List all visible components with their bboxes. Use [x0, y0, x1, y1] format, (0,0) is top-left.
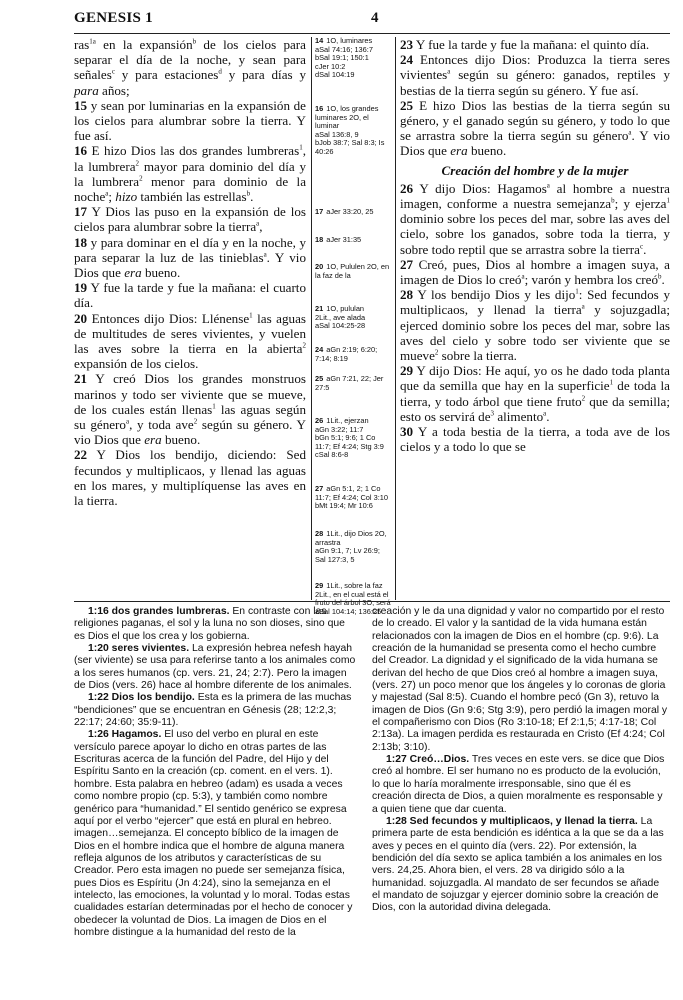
verse-text: sobre la tierra.: [438, 348, 517, 364]
verse: [74, 204, 306, 234]
cross-reference-line: 1Lit., sobre la faz 2Lit., en el cual está el fruto del árbol 3O, será: [315, 581, 391, 608]
verse-text: expansión de los cielos.: [74, 356, 199, 372]
study-note-text: En contraste con las religiones paganas, el sol y la luna no son dioses, sino que es Dios el que los crea y los gobierna.: [74, 606, 345, 642]
footnote-marker: b: [658, 272, 662, 281]
footnote-marker: b: [611, 196, 615, 205]
study-note-heading: 1:27 Creó…Dios.: [386, 754, 470, 766]
cross-reference: [315, 263, 392, 280]
cross-reference-line: aGn 5:1, 2; 1 Co 11:7; Ef 4:24; Col 3:10 bMt 19:4; Mr 10:6: [315, 484, 388, 511]
cross-reference-verse: 25: [315, 374, 324, 383]
footnote-marker: a: [125, 417, 130, 426]
verse: [400, 181, 670, 257]
cross-reference-column: [315, 36, 392, 616]
study-note-heading: 1:20 seres vivientes.: [88, 643, 190, 655]
verse-text: .: [250, 189, 254, 205]
verse-number: 30: [400, 424, 414, 440]
cross-reference-line: bGn 5:1; 9:6; 1 Co 11:7; Ef 4:24; Stg 3:9 cSal 8:6-8: [315, 433, 384, 460]
cross-reference-verse: 21: [315, 304, 324, 313]
footnote-marker: 1: [212, 402, 216, 411]
verse-number: 23: [400, 37, 414, 52]
cross-reference: [315, 305, 392, 331]
study-note: [372, 754, 670, 816]
verse-text: y sean por luminarias en la expansión de los cielos para alumbrar sobre la tierra. Y fue así.: [74, 97, 306, 144]
column-divider-left: [311, 37, 312, 600]
footnote-marker: 2: [139, 174, 143, 183]
verse-text: las aguas según su género: [74, 401, 306, 433]
cross-reference: [315, 346, 392, 363]
footnote-marker: a: [546, 181, 550, 190]
scripture-column-left: [74, 37, 306, 508]
footnote-marker: 1a: [89, 37, 96, 46]
cross-reference-line: 1O, Pululen 2O, en la faz de la: [315, 262, 390, 280]
verse-text: Entonces dijo Dios: Llénense: [87, 310, 250, 326]
study-note: [74, 643, 358, 692]
verse-text: que da semilla; esto os servirá de: [400, 393, 670, 424]
verse: [74, 447, 306, 508]
column-divider-right: [395, 37, 396, 600]
verse-text: Entonces dijo Dios: Produzca la tierra seres vivientes: [400, 52, 670, 83]
notes-rule: [74, 601, 670, 602]
verse-text: mayor para dominio del día y la lumbrera: [74, 158, 306, 189]
cross-reference-line: 1Lit., dijo Dios 2O, arrastra: [315, 529, 387, 547]
cross-reference: [315, 236, 392, 245]
verse-text: , y toda ave: [129, 417, 194, 433]
verse: [400, 287, 670, 363]
footnote-marker: d: [218, 68, 222, 77]
verse-text: bueno.: [141, 265, 181, 281]
study-note-heading: 1:16 dos grandes lumbreras.: [88, 606, 230, 617]
footnote-marker: 2: [302, 341, 306, 350]
verse-text: Y a toda bestia de la tierra, a toda ave de los cielos y a todo lo que se: [400, 424, 670, 455]
footnote-marker: 1: [575, 287, 579, 296]
verse-text: . Y vio Dios que: [400, 128, 670, 159]
footnote-marker: 1: [666, 196, 670, 205]
cross-reference-line: bJob 38:7; Sal 8:3; Is 40:26: [315, 138, 385, 156]
verse-number: 21: [74, 371, 88, 387]
verse-text: las aguas de multitudes de seres vivientes, y vuelen las aves sobre la tierra en la abierta: [74, 310, 306, 357]
cross-reference-line: aSal 104:25-28: [315, 321, 366, 331]
study-note: [74, 606, 358, 643]
verse-text: Y dijo Dios: He aquí, yo os he dado toda planta que da semilla que hay en la superficie: [400, 363, 670, 394]
verse-text: y sojuzgadla; ejerced dominio sobre los peces del mar, sobre las aves del cielo y sobre todo ser viviente que se mueve: [400, 302, 670, 364]
cross-reference-line: 1O, los grandes luminares 2O, el luminar: [315, 104, 379, 131]
verse-text: Y fue la tarde y fue la mañana: el cuarto día.: [74, 280, 306, 311]
verse-number: 28: [400, 287, 414, 303]
verse-text: , la lumbrera: [74, 143, 306, 174]
cross-reference-verse: 17: [315, 207, 324, 216]
verse: [74, 143, 306, 204]
verse: [400, 424, 670, 454]
verse-number: 15: [74, 97, 88, 113]
cross-reference-verse: 20: [315, 262, 324, 271]
cross-reference-line: 1Lit., ejerzan: [326, 416, 369, 425]
verse-text: ras: [74, 37, 90, 52]
verse-number: 20: [74, 310, 88, 326]
study-note-text: creación y le da una dignidad y valor no compartido por el resto de lo creado. El valor y la santidad de la vida humana están relacionados con la imagen de Dios en el hombre (cp. 9:6). La creación de la humanidad se presenta como el hecho cumbre del Creador. La dignidad y el significado de la vida humana se derivan del hecho de que Dios creó al hombre a imagen suya, (vers. 27) un poco menor que los ángeles y lo coronas de gloria y majestad (Sal 8:5). Cuando el hombre pecó (Gn 3), retuvo la imagen de Dios (Gn 9:6; Stg 3:9), pero perdió la imagen moral y el compañerismo con Dios (Ro 3:10-18; Ef 2:1,5; 4:17-18; Col 2:13a). La imagen perdida es restaurada en Cristo (Ef 4:24; Col 2:13b; 3:10).: [372, 606, 668, 753]
verse: [400, 37, 670, 52]
cross-reference: [315, 417, 392, 460]
study-note-text: El uso del verbo en plural en este versículo parece apoyar lo dicho en otras partes de las Escrituras acerca de la función del Padre, del Hijo y del Espíritu Santo en la creación (cp. coment. en el vers. 1). hombre. Esta palabra en hebreo (adam) es usada a veces como nombre propio (cp. 5:3), y también como nombre genérico para “humanidad.” El sentido genérico se expresa aquí por el verbo “ejercer” que está en plural en hebreo. imagen…semejanza. El concepto bíblico de la imagen de Dios en el hombre indica que el hombre de alguna manera refleja algunos de los atributos y características de su Creador. Pero esta imagen no puede ser semejanza física, pues Dios es Espíritu (Jn 4:24), sino la semejanza en el intelecto, las emociones, la voluntad y lo moral. Todas estas cualidades estarían determinadas por el hecho de conocer y obedecer la voluntad de Dios. La imagen de Dios en el hombre distingue a la humanidad del resto de la: [74, 729, 353, 938]
verse: [400, 257, 670, 287]
verse-number: 16: [74, 143, 88, 159]
footnote-marker: a: [521, 272, 525, 281]
cross-reference-verse: 14: [315, 36, 324, 45]
footnote-marker: 2: [434, 348, 439, 357]
verse-text: E hizo Dios las bestias de la tierra según su género, y el ganado según su género, y todo lo que se arrastra sobre la tierra según su género: [400, 97, 670, 144]
verse-text: ; y ejerza: [614, 196, 667, 212]
verse: [74, 371, 306, 447]
verse-number: 18: [74, 234, 88, 250]
verse-text: .: [643, 241, 647, 257]
verse-number: 22: [74, 447, 88, 463]
cross-reference: [315, 208, 392, 217]
footnote-marker: 1: [609, 379, 614, 388]
study-note-text: Tres veces en este vers. se dice que Dios creó al hombre. El ser humano no es producto de la evolución, lo que lo haría moralmente irresponsable, sino que él es creación directa de Dios, a quien moralmente es responsable y a quien tiene que dar cuenta.: [372, 754, 665, 815]
verse-text: Y Dios los bendijo, diciendo: Sed fecundos y multiplicaos, y llenad las aguas en los mares, y multiplíquense las aves en la tierra.: [74, 447, 306, 509]
verse: [400, 98, 670, 159]
cross-reference: [315, 105, 392, 157]
cross-reference-verse: 24: [315, 345, 324, 354]
cross-reference-verse: 27: [315, 484, 324, 493]
cross-reference-verse: 16: [315, 104, 324, 113]
cross-reference-line: bSal 19:1; 150:1: [315, 53, 369, 63]
footnote-marker: a: [543, 409, 547, 418]
cross-reference-line: aGn 7:21, 22; Jer 27:5: [315, 374, 384, 392]
footnote-marker: 3: [490, 409, 495, 418]
footnote-marker: 1: [249, 311, 253, 320]
section-heading: Creación del hombre y de la mujer: [441, 162, 629, 178]
footnote-marker: b: [192, 37, 197, 46]
verse-text: y para dominar en el día y en la noche, y para separar la luz de las tinieblas: [74, 234, 306, 265]
cross-reference-verse: 18: [315, 235, 324, 244]
cross-reference-line: aGn 3:22; 11:7: [315, 424, 364, 434]
verse-text: dominio sobre los peces del mar, sobre las aves del cielo, sobre los ganados, sobre toda la tierra, y sobre todo reptil que se arrastra sobre la tierra: [400, 211, 670, 257]
scripture-column-right: [400, 37, 670, 454]
verse: [400, 52, 670, 98]
verse-text: de toda la tierra, y todo árbol que tiene fruto: [400, 378, 670, 409]
verse-number: 19: [74, 280, 88, 296]
header-rule: [74, 33, 670, 34]
verse-text: en la expansión: [95, 37, 193, 52]
study-note: [74, 729, 358, 939]
study-note-text: Esta es la primera de las muchas “bendiciones” que se encuentran en Génesis (28; 12:2,3; 22:17; 24:60; 35:9-11).: [74, 692, 352, 729]
study-note-heading: 1:28 Sed fecundos y multiplicaos, y llenad la tierra.: [386, 815, 638, 827]
book-title: GENESIS 1: [74, 10, 153, 26]
cross-reference-line: aJer 33:20, 25: [326, 207, 374, 216]
verse-text: según su género: ganados, reptiles y bestias de la tierra según su género. Y fue así.: [400, 67, 670, 98]
italic-word: hizo: [115, 189, 138, 205]
study-note: [74, 692, 358, 729]
cross-reference-line: 1O, luminares: [326, 36, 373, 45]
verse-text: de los cielos para separar el día de la noche, y sean para señales: [74, 37, 306, 83]
italic-word: era: [144, 432, 162, 448]
footnote-marker: b: [246, 189, 251, 198]
italic-word: era: [124, 265, 142, 281]
footnote-marker: 2: [135, 159, 140, 168]
verse-text: E hizo Dios las dos grandes lumbreras: [87, 143, 300, 159]
verse-text: años;: [98, 82, 130, 98]
footnote-marker: 2: [193, 417, 198, 426]
cross-reference-line: aSal 74:16; 136:7: [315, 44, 373, 54]
verse-text: bueno.: [161, 432, 201, 448]
italic-word: para: [74, 82, 99, 98]
verse: [74, 311, 306, 372]
footnote-marker: 1: [299, 144, 303, 153]
study-notes-right: [372, 606, 670, 915]
verse-text: ; varón y hembra los creó: [524, 272, 658, 288]
verse-text: . Y vio Dios que: [74, 249, 306, 281]
verse-number: 24: [400, 52, 414, 68]
study-note-heading: 1:22 Dios los bendijo.: [88, 692, 195, 704]
study-note-heading: 1:26 Hagamos.: [88, 729, 162, 741]
cross-reference-line: cJer 10:2: [315, 61, 346, 71]
footnote-marker: a: [105, 189, 109, 198]
page-header: [74, 10, 674, 32]
verse-text: ,: [259, 219, 263, 235]
cross-reference: [315, 375, 392, 392]
verse: [400, 363, 670, 424]
verse-number: 17: [74, 204, 88, 220]
study-note: [372, 816, 670, 915]
verse-text: Y Dios las puso en la expansión de los cielos para alumbrar sobre la tierra: [74, 204, 306, 235]
cross-reference-line: aJer 31:35: [326, 235, 362, 244]
verse-text: alimento: [494, 408, 544, 424]
footnote-marker: a: [256, 220, 260, 229]
footnote-marker: a: [628, 128, 632, 137]
cross-reference: [315, 485, 392, 511]
verse: [74, 98, 306, 144]
study-note-text: La expresión hebrea nefesh hayah (ser viviente) se usa para referirse tanto a los animales como a los seres humanos (cp. vers. 21, 24; 2:7). Pero la imagen de Dios (vers. 26) hace al hombre diferente de los animales.: [74, 643, 356, 692]
verse-text: .: [546, 408, 550, 424]
verse-number: 29: [400, 363, 414, 379]
verse-text: y para estaciones: [114, 67, 219, 83]
verse-text: menor para dominio de la noche: [74, 173, 306, 205]
verse-text: Y los bendijo Dios y les dijo: [413, 287, 576, 303]
cross-reference-line: 1O, pululan: [326, 304, 365, 313]
verse-text: Creó, pues, Dios al hombre a imagen suya, a imagen de Dios lo creó: [400, 256, 670, 288]
verse-text: .: [661, 272, 665, 288]
verse-number: 25: [400, 97, 414, 113]
footnote-marker: c: [111, 68, 115, 77]
footnote-marker: c: [639, 242, 644, 251]
verse-number: 27: [400, 256, 414, 272]
study-note: [372, 606, 670, 754]
verse-text: también las estrellas: [137, 189, 247, 205]
verse-text: según su género. Y vio Dios que: [74, 417, 307, 448]
cross-reference-line: aGn 2:19; 6:20; 7:14; 8:19: [315, 345, 378, 363]
footnote-marker: a: [447, 68, 451, 77]
cross-reference-verse: 28: [315, 529, 324, 538]
cross-reference-line: aGn 9:1, 7; Lv 26:9; Sal 127:3, 5: [315, 546, 380, 564]
verse-text: ;: [108, 189, 116, 205]
cross-reference-line: aSal 136:8, 9: [315, 129, 359, 139]
cross-reference-line: aSal 104:14; 136:25: [315, 606, 382, 616]
verse: [74, 37, 306, 98]
verse-text: bueno.: [467, 143, 507, 159]
verse: [74, 235, 306, 281]
study-note-text: La primera parte de esta bendición es idéntica a la que se da a las aves y peces en el quinto día (vers. 22). Por extensión, la bendición del día sexto se aplica también a los animales en los vers. 24,25. Ahora bien, el vers. 28 va dirigido sólo a la humanidad. sojuzgadla. Al mandato de ser fecundos se añade el mandato de sojuzgar y ejercer dominio sobre la creación de Dios, con la autoridad divina delegada.: [372, 815, 664, 914]
footnote-marker: 2: [581, 394, 586, 403]
study-notes-left: [74, 606, 358, 939]
verse-text: y para días y: [221, 67, 306, 83]
page-number: 4: [371, 10, 379, 26]
footnote-marker: a: [263, 250, 267, 259]
verse: [74, 280, 306, 310]
verse-text: Y creó Dios los grandes monstruos marinos y todo ser viviente que se mueve, de los cuales están llenas: [74, 371, 306, 417]
verse-text: al hombre a nuestra imagen, conforme a nuestra semejanza: [400, 180, 670, 212]
verse-text: Y fue la tarde y fue la mañana: el quinto día.: [413, 37, 650, 52]
cross-reference: [315, 37, 392, 80]
verse-text: Y dijo Dios: Hagamos: [413, 180, 547, 196]
verse-number: 26: [400, 180, 414, 196]
verse-text: : Sed fecundos y multiplicaos, y llenad la tierra: [400, 287, 670, 318]
italic-word: era: [450, 143, 468, 159]
footnote-marker: a: [581, 303, 585, 312]
cross-reference: [315, 530, 392, 564]
cross-reference-verse: 29: [315, 581, 324, 590]
cross-reference-line: 2Lit., ave alada: [315, 312, 366, 322]
cross-reference-verse: 26: [315, 416, 324, 425]
cross-reference-line: dSal 104:19: [315, 70, 355, 80]
